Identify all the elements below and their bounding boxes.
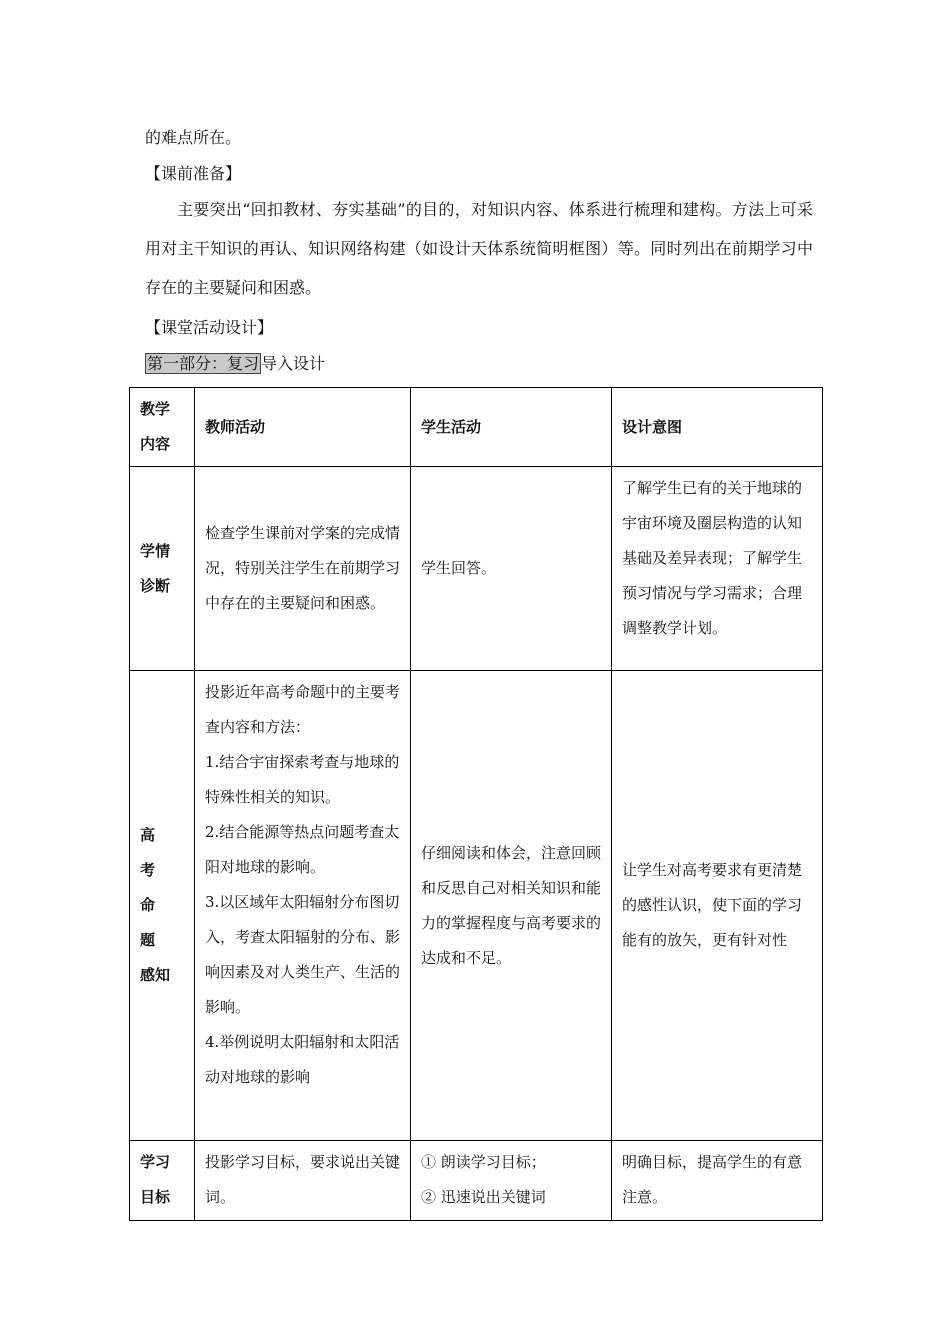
header-intent: 设计意图 xyxy=(612,388,823,467)
teacher-item: 2.结合能源等热点问题考查太阳对地球的影响。 xyxy=(205,823,400,876)
table-row xyxy=(130,1141,823,1221)
row-design-intent: 让学生对高考要求有更清楚的感性认识，使下面的学习能有的放矢，更有针对性 xyxy=(612,671,823,1141)
lesson-design-table xyxy=(129,387,823,1221)
prep-paragraph: 主要突出“回扣教材、夯实基础”的目的，对知识内容、体系进行梳理和建构。方法上可采用对主干知识的再认、知识网络构建（如设计天体系统简明框图）等。同时列出在前期学习中存在的主要疑问和困惑。 xyxy=(145,200,813,297)
student-item: ① 朗读学习目标； xyxy=(421,1153,546,1171)
teacher-intro: 投影近年高考命题中的主要考查内容和方法： xyxy=(205,683,401,736)
intro-tail-text: 的难点所在。 xyxy=(145,128,242,147)
row-teacher-activity: 投影学习目标，要求说出关键词。 xyxy=(195,1141,411,1221)
prep-heading: 【课前准备】 xyxy=(145,164,242,183)
header-student: 学生活动 xyxy=(411,388,612,467)
row-content-diagnosis: 学情 诊断 xyxy=(130,467,195,671)
teacher-item: 4.举例说明太阳辐射和太阳活动对地球的影响 xyxy=(205,1033,400,1086)
row-teacher-activity: 检查学生课前对学案的完成情况，特别关注学生在前期学习中存在的主要疑问和困惑。 xyxy=(195,467,411,671)
part-label-highlight: 第一部分：复习 xyxy=(147,354,260,373)
row-student-activity: 仔细阅读和体会，注意回顾和反思自己对相关知识和能力的掌握程度与高考要求的达成和不足。 xyxy=(411,671,612,1141)
table-row xyxy=(130,671,823,1141)
row-teacher-activity xyxy=(195,671,411,1141)
teacher-item: 1.结合宇宙探索考查与地球的特殊性相关的知识。 xyxy=(205,753,400,806)
row-student-activity xyxy=(411,1141,612,1221)
row-content-exam: 高考 命题 感知 xyxy=(130,671,195,1141)
header-teacher: 教师活动 xyxy=(195,388,411,467)
row-student-activity: 学生回答。 xyxy=(411,467,612,671)
part-label-rest: 导入设计 xyxy=(261,354,326,373)
table-row xyxy=(130,467,823,671)
activity-heading: 【课堂活动设计】 xyxy=(145,318,274,337)
student-item: ② 迅速说出关键词 xyxy=(421,1188,546,1206)
teacher-item: 3.以区域年太阳辐射分布图切入，考查太阳辐射的分布、影响因素及对人类生产、生活的影响。 xyxy=(205,893,401,1016)
header-content: 教学 内容 xyxy=(130,388,195,467)
table-header-row xyxy=(130,388,823,467)
row-design-intent: 明确目标，提高学生的有意注意。 xyxy=(612,1141,823,1221)
part-label xyxy=(145,354,325,374)
row-design-intent: 了解学生已有的关于地球的宇宙环境及圈层构造的认知基础及差异表现；了解学生预习情况与学习需求；合理调整教学计划。 xyxy=(612,467,823,671)
row-content-goal: 学习 目标 xyxy=(130,1141,195,1221)
